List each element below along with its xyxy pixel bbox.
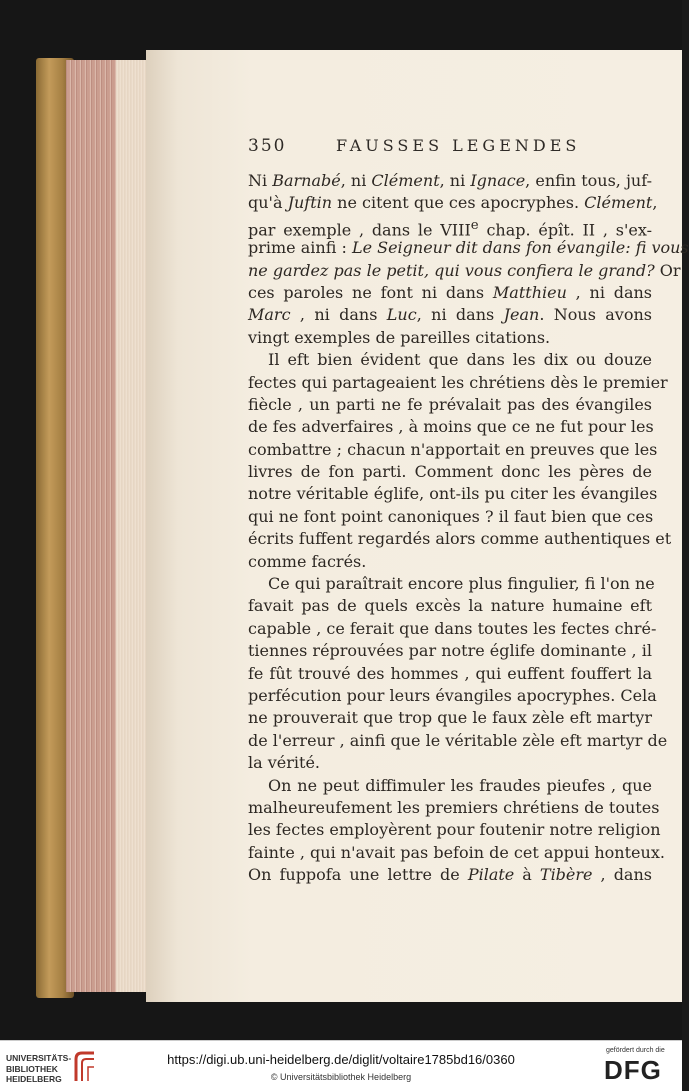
- page-header: [248, 136, 652, 162]
- text-line: livres de fon parti. Comment donc les pères de: [248, 462, 652, 482]
- text-line: fainte , qui n'avait pas befoin de cet appui honteux.: [248, 842, 665, 862]
- text-line: On ne peut diffimuler les fraudes pieufes , que: [268, 775, 652, 795]
- page-url-link[interactable]: https://digi.ub.uni-heidelberg.de/diglit/voltaire1785bd16/0360: [167, 1052, 515, 1067]
- page-edges: [66, 60, 152, 992]
- running-title: FAUSSES LEGENDES: [336, 136, 581, 155]
- text-line: qui ne font point canoniques ? il faut bien que ces: [248, 506, 654, 526]
- text-line: favait pas de quels excès la nature humaine eft: [248, 596, 652, 616]
- viewer-footer: [0, 1040, 682, 1091]
- text-line: notre véritable églife, ont-ils pu citer les évangiles: [248, 484, 658, 504]
- text-line: capable , ce ferait que dans toutes les fectes chré-: [248, 618, 657, 638]
- text-line: comme facrés.: [248, 551, 367, 571]
- page-number: 350: [248, 136, 287, 156]
- text-line: Ni Barnabé, ni Clément, ni Ignace, enfin tous, juf-: [248, 171, 652, 190]
- text-line: Il eft bien évident que dans les dix ou douze: [268, 350, 652, 370]
- body-text: [248, 170, 689, 887]
- dfg-logo[interactable]: DFG: [604, 1055, 662, 1085]
- text-line: par exemple , dans le VIIIe chap. épît. II , s'ex-: [248, 217, 653, 240]
- library-name: [6, 1053, 71, 1085]
- text-line: Ce qui paraîtrait encore plus fingulier, fi l'on ne: [268, 574, 655, 594]
- library-logo[interactable]: [6, 1051, 146, 1087]
- text-line: Marc , ni dans Luc, ni dans Jean. Nous avons: [248, 305, 652, 325]
- text-line: ne gardez pas le petit, qui vous confiera le grand?: [248, 260, 655, 280]
- text-line: On fuppofa une lettre de Pilate à Tibère , dans: [248, 865, 652, 885]
- text-line: fiècle , un parti ne fe prévalait pas des évangiles: [248, 394, 652, 414]
- library-emblem-icon: [72, 1051, 98, 1083]
- text-line: combattre ; chacun n'apportait en preuves que les: [248, 439, 658, 459]
- text-line: de fes adverfaires , à moins que ce ne fut pour les: [248, 417, 654, 437]
- text-line: prime ainfi : Le Seigneur dit dans fon évangile: fi vous: [248, 238, 689, 258]
- text-line: vingt exemples de pareilles citations.: [248, 327, 551, 347]
- text-line: de l'erreur , ainfi que le véritable zèle eft martyr de: [248, 730, 668, 750]
- text-line: qu'à Juftin ne citent que ces apocryphes. Clément: [248, 193, 653, 213]
- text-line: tiennes réprouvées par notre églife dominante , il: [248, 641, 652, 661]
- copyright-notice: © Universitätsbibliothek Heidelberg: [270, 1072, 412, 1082]
- library-name-line: BIBLIOTHEK: [6, 1063, 58, 1074]
- library-name-line: UNIVERSITÄTS-: [6, 1053, 72, 1063]
- funding-label: gefördert durch die: [606, 1047, 665, 1054]
- text-line: ces paroles ne font ni dans Matthieu , ni dans: [248, 282, 653, 302]
- text-line: les fectes employèrent pour foutenir notre religion: [248, 820, 661, 840]
- text-line: perfécution pour leurs évangiles apocryphes. Cela: [248, 685, 657, 705]
- text-line: malheureufement les premiers chrétiens de toutes: [248, 797, 660, 817]
- text-line: ne prouverait que trop que le faux zèle eft martyr: [248, 708, 652, 728]
- text-line: fe fût trouvé des hommes , qui euffent fouffert la: [248, 663, 652, 683]
- text-line: fectes qui partageaient les chrétiens dès le premier: [248, 372, 668, 392]
- text-line: écrits fuffent regardés alors comme authentiques et: [248, 529, 672, 549]
- text-line: la vérité.: [248, 753, 320, 773]
- library-name-line: HEIDELBERG: [6, 1074, 62, 1084]
